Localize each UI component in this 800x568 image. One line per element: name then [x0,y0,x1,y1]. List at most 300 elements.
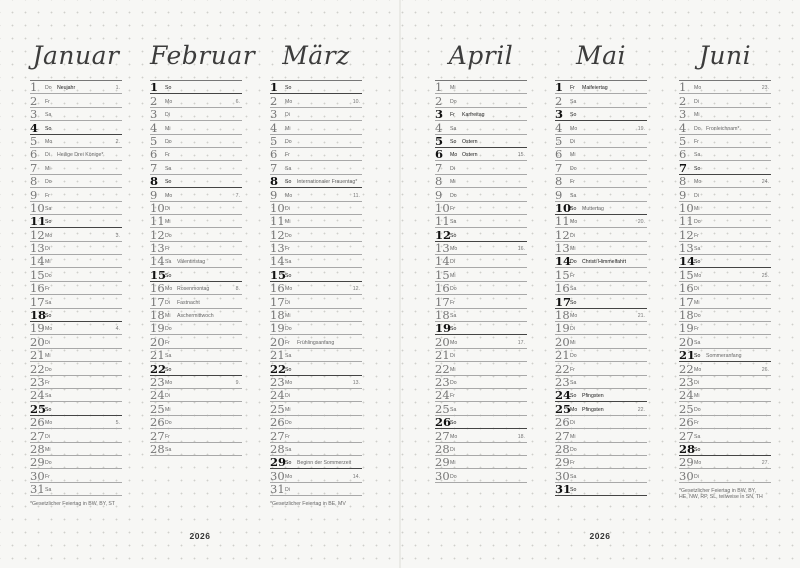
day-row [679,456,771,469]
weekday-abbr: Fr [165,433,170,440]
day-number: 24 [555,388,572,403]
weekday-abbr: Do [694,406,701,413]
day-row [270,148,362,161]
day-number: 28 [679,441,696,456]
day-row [555,268,647,281]
weekday-abbr: Fr [45,379,50,386]
weekday-abbr: Mo [165,379,173,386]
event-label: Sommeranfang [706,353,742,360]
weekday-abbr: Do [45,85,52,92]
weekday-abbr: Mo [45,138,53,145]
day-list [555,80,647,496]
weekday-abbr: So [450,326,457,333]
weekday-abbr: Di [570,138,575,145]
day-number: 3 [150,107,158,122]
day-number: 16 [555,281,570,296]
day-row [30,322,122,335]
day-row [555,121,647,134]
day-number: 5 [150,133,158,148]
day-row [555,416,647,429]
day-number: 27 [435,428,450,443]
weekday-abbr: Mo [694,85,702,92]
weekday-abbr: Mi [450,179,456,186]
week-number: 15. [517,152,525,159]
weekday-abbr: Do [45,179,52,186]
day-number: 10 [30,200,45,215]
weekday-abbr: Mi [570,152,576,159]
day-number: 1 [435,80,443,95]
day-number: 21 [555,348,570,363]
week-number: 7. [235,192,240,199]
day-number: 7 [555,160,563,175]
weekday-abbr: Mo [45,232,53,239]
day-row [270,255,362,268]
weekday-abbr: Di [285,112,290,119]
day-number: 3 [435,107,444,122]
day-row [435,121,527,134]
day-number: 26 [30,415,45,430]
day-number: 23 [30,374,45,389]
day-number: 1 [679,80,687,95]
day-number: 18 [679,308,694,323]
day-row [270,322,362,335]
weekday-abbr: Fr [45,98,50,105]
day-row [435,402,527,415]
weekday-abbr: Sa [450,313,457,320]
day-row [555,469,647,482]
weekday-abbr: Di [450,353,455,360]
weekday-abbr: Sa [694,152,701,159]
day-number: 18 [270,308,285,323]
day-row [30,282,122,295]
day-row [679,282,771,295]
day-number: 11 [270,214,285,229]
day-row [555,135,647,148]
weekday-abbr: So [45,219,52,226]
weekday-abbr: So [694,165,701,172]
weekday-abbr: Do [45,272,52,279]
day-number: 27 [270,428,285,443]
day-number: 16 [270,281,285,296]
weekday-abbr: Fr [285,152,290,159]
month-januar [30,32,122,507]
weekday-abbr: Sa [570,192,577,199]
day-row [555,255,647,268]
day-row [270,121,362,134]
week-number: 17. [517,339,525,346]
day-number: 6 [270,147,278,162]
weekday-abbr: Sa [165,353,172,360]
day-number: 9 [150,187,158,202]
weekday-abbr: Mo [285,192,293,199]
weekday-abbr: So [694,446,701,453]
day-row [30,349,122,362]
day-number: 17 [679,294,694,309]
weekday-abbr: Di [570,420,575,427]
day-number: 29 [679,455,694,470]
day-number: 7 [270,160,278,175]
day-row [435,295,527,308]
weekday-abbr: Do [285,232,292,239]
month-title: Mai [576,41,626,70]
day-row [30,429,122,442]
day-row [435,282,527,295]
weekday-abbr: Do [694,125,701,132]
day-row [150,416,242,429]
weekday-abbr: So [285,85,292,92]
day-number: 5 [679,133,687,148]
day-row [150,295,242,308]
weekday-abbr: Fr [450,299,455,306]
day-number: 14 [555,254,572,269]
day-number: 10 [270,200,285,215]
day-number: 22 [150,361,167,376]
weekday-abbr: Di [450,446,455,453]
day-number: 26 [150,415,165,430]
weekday-abbr: Mi [165,219,171,226]
event-label: Aschermittwoch [177,313,214,320]
day-number: 18 [555,308,570,323]
weekday-abbr: Mo [570,406,578,413]
day-row [30,376,122,389]
day-row [435,416,527,429]
weekday-abbr: Do [165,232,172,239]
week-number: 25. [761,272,769,279]
weekday-abbr: Do [285,326,292,333]
day-row [435,175,527,188]
day-number: 22 [435,361,450,376]
day-row [555,188,647,201]
week-number: 9. [235,379,240,386]
weekday-abbr: Mo [450,152,458,159]
day-number: 23 [150,374,165,389]
day-number: 19 [30,321,45,336]
weekday-abbr: So [450,420,457,427]
weekday-abbr: Do [165,138,172,145]
day-number: 31 [270,482,285,497]
day-number: 12 [555,227,570,242]
day-number: 28 [555,441,570,456]
weekday-abbr: Mi [450,272,456,279]
month-mai [555,32,647,496]
day-row [150,389,242,402]
event-label: Maifeiertag [582,85,608,92]
day-row [30,255,122,268]
event-label: Internationaler Frauentag* [297,179,358,186]
weekday-abbr: Di [285,299,290,306]
day-row [150,322,242,335]
weekday-abbr: Mi [450,460,456,467]
day-row [270,94,362,107]
day-number: 20 [555,334,570,349]
day-number: 12 [30,227,45,242]
year-label-left: 2026 [189,531,211,541]
week-number: 16. [517,246,525,253]
day-number: 27 [555,428,570,443]
week-number: 10. [352,98,360,105]
weekday-abbr: Fr [694,138,699,145]
day-row [270,429,362,442]
holiday-footnote: *Gesetzlicher Feiertag in BW, BY, ST [30,501,115,508]
day-row [679,362,771,375]
day-row [679,402,771,415]
week-number: 22. [637,406,645,413]
weekday-abbr: Sa [45,299,52,306]
day-number: 23 [435,374,450,389]
day-number: 11 [555,214,570,229]
weekday-abbr: Mo [694,179,702,186]
day-number: 8 [30,174,38,189]
weekday-abbr: Do [450,379,457,386]
day-number: 29 [30,455,45,470]
day-number: 8 [270,174,279,189]
day-number: 10 [435,200,450,215]
day-number: 12 [435,227,452,242]
weekday-abbr: Sa [450,219,457,226]
day-row [679,268,771,281]
day-row [270,456,362,469]
day-row [555,349,647,362]
day-number: 1 [30,80,38,95]
day-row [555,215,647,228]
day-number: 5 [555,133,563,148]
day-row [679,335,771,348]
weekday-abbr: Mo [45,420,53,427]
day-row [270,416,362,429]
day-row [30,309,122,322]
day-number: 14 [679,254,696,269]
day-number: 11 [150,214,165,229]
weekday-abbr: Do [570,259,577,266]
day-row [270,469,362,482]
week-number: 11. [353,192,360,199]
weekday-abbr: Mi [285,313,291,320]
day-row [679,215,771,228]
weekday-abbr: Di [285,205,290,212]
day-row [150,376,242,389]
week-number: 5. [115,420,120,427]
weekday-abbr: So [694,353,701,360]
month-april [435,32,527,483]
week-number: 6. [235,98,240,105]
day-number: 15 [555,267,570,282]
weekday-abbr: Mo [450,246,458,253]
day-number: 29 [555,455,570,470]
day-number: 10 [555,200,572,215]
week-number: 26. [761,366,769,373]
day-number: 5 [30,133,38,148]
day-row [150,121,242,134]
day-row [679,161,771,174]
day-number: 9 [270,187,278,202]
day-number: 19 [270,321,285,336]
weekday-abbr: Mo [165,98,173,105]
day-row [435,94,527,107]
day-row [555,295,647,308]
weekday-abbr: Sa [694,339,701,346]
weekday-abbr: Di [165,299,170,306]
day-row [30,335,122,348]
event-label: Fastnacht [177,299,200,306]
weekday-abbr: Di [45,433,50,440]
day-number: 12 [270,227,285,242]
day-number: 6 [679,147,687,162]
day-number: 4 [679,120,687,135]
day-row [270,135,362,148]
day-row [679,469,771,482]
weekday-abbr: Fr [45,473,50,480]
day-row [679,416,771,429]
event-label: Christi Himmelfahrt [582,259,627,266]
day-number: 22 [270,361,287,376]
day-number: 9 [679,187,687,202]
weekday-abbr: Mi [165,125,171,132]
day-row [555,389,647,402]
day-number: 21 [270,348,285,363]
day-row [555,282,647,295]
day-number: 7 [30,160,38,175]
day-number: 20 [30,334,45,349]
day-number: 24 [30,388,45,403]
day-row [270,202,362,215]
weekday-abbr: Mi [694,205,700,212]
weekday-abbr: Sa [285,165,292,172]
day-number: 4 [150,120,158,135]
day-number: 16 [679,281,694,296]
weekday-abbr: Mi [165,406,171,413]
holiday-footnote: *Gesetzlicher Feiertag in BW, BY, HE, NW, RP, SL, teilweise in SN, TH [679,487,763,500]
day-number: 5 [270,133,278,148]
weekday-abbr: Mi [45,446,51,453]
day-row [435,456,527,469]
day-number: 8 [435,174,443,189]
day-row [435,389,527,402]
day-row [435,349,527,362]
day-row [435,81,527,94]
day-row [30,443,122,456]
month-februar [150,32,256,456]
day-row [679,108,771,121]
day-number: 27 [150,428,165,443]
day-row [30,242,122,255]
weekday-abbr: Mo [285,379,293,386]
weekday-abbr: Sa [45,205,52,212]
weekday-abbr: Fr [450,205,455,212]
day-row [30,202,122,215]
weekday-abbr: So [694,259,701,266]
weekday-abbr: So [165,179,172,186]
day-number: 16 [30,281,45,296]
day-row [435,429,527,442]
day-row [30,469,122,482]
weekday-abbr: So [450,232,457,239]
day-number: 9 [435,187,443,202]
day-number: 20 [150,334,165,349]
day-row [270,175,362,188]
weekday-abbr: Fr [694,326,699,333]
day-number: 8 [679,174,687,189]
day-row [150,175,242,188]
day-row [150,108,242,121]
day-row [270,349,362,362]
day-number: 15 [30,267,45,282]
day-number: 19 [679,321,694,336]
holiday-footnote: *Gesetzlicher Feiertag in BE, MV [270,501,346,508]
day-row [150,429,242,442]
day-number: 25 [270,401,285,416]
day-number: 25 [435,401,450,416]
weekday-abbr: Mi [285,125,291,132]
weekday-abbr: Do [45,460,52,467]
weekday-abbr: Fr [165,339,170,346]
day-row [30,416,122,429]
weekday-abbr: Mi [285,219,291,226]
day-number: 10 [150,200,165,215]
weekday-abbr: Mi [450,85,456,92]
day-row [150,242,242,255]
day-number: 26 [435,415,452,430]
weekday-abbr: Do [570,446,577,453]
day-number: 25 [30,401,47,416]
day-number: 28 [150,441,165,456]
day-number: 13 [150,241,165,256]
day-row [555,443,647,456]
day-number: 6 [435,147,444,162]
day-number: 4 [555,120,563,135]
day-row [435,255,527,268]
day-number: 23 [270,374,285,389]
weekday-abbr: So [165,85,172,92]
day-number: 7 [679,160,688,175]
day-number: 13 [555,241,570,256]
weekday-abbr: Di [450,165,455,172]
weekday-abbr: So [570,299,577,306]
day-row [435,228,527,241]
day-row [150,443,242,456]
weekday-abbr: Do [450,286,457,293]
day-row [435,202,527,215]
week-number: 14. [352,473,360,480]
weekday-abbr: So [285,366,292,373]
week-number: 12. [352,286,360,293]
day-row [270,282,362,295]
weekday-abbr: Sa [694,433,701,440]
day-row [555,148,647,161]
day-row [270,389,362,402]
weekday-abbr: Fr [570,366,575,373]
weekday-abbr: Mi [570,433,576,440]
day-row [30,215,122,228]
weekday-abbr: Sa [570,286,577,293]
day-row [435,215,527,228]
day-row [679,148,771,161]
weekday-abbr: Sa [570,98,577,105]
day-row [435,135,527,148]
day-row [555,376,647,389]
day-row [270,188,362,201]
weekday-abbr: Di [694,98,699,105]
day-row [679,121,771,134]
event-label: Ostern [462,152,478,159]
event-label: Frühlingsanfang [297,339,335,346]
weekday-abbr: Do [285,420,292,427]
weekday-abbr: Fr [570,85,575,92]
week-number: 8. [235,286,240,293]
weekday-abbr: Sa [570,473,577,480]
day-number: 15 [150,267,167,282]
weekday-abbr: Di [694,379,699,386]
day-number: 26 [270,415,285,430]
